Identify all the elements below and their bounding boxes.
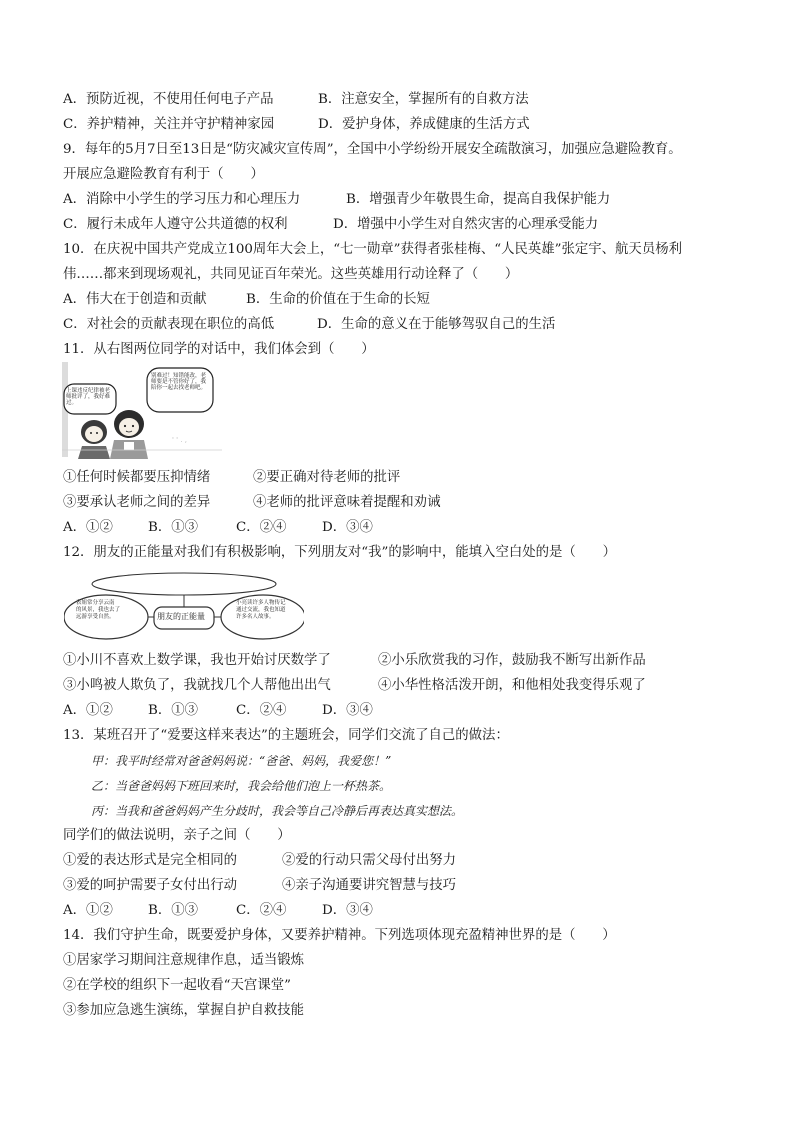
q14-item-2: ②在学校的组织下一起收看“天宫课堂” (63, 978, 291, 993)
q12-stem: 12．朋友的正能量对我们有积极影响，下列朋友对“我”的影响中，能填入空白处的是（ ） (63, 545, 616, 560)
q11-item-4: ④老师的批评意味着提醒和劝诫 (253, 495, 441, 510)
q13-item-4: ④亲子沟通要讲究智慧与技巧 (282, 878, 457, 893)
right-box-line3: 许多名人故事。 (236, 614, 275, 620)
q11-item-3: ③要承认老师之间的差异 (63, 495, 211, 510)
q11-option-b: B．①③ (148, 520, 199, 535)
q11-option-a: A．①② (63, 520, 113, 535)
cartoon-right-speech-text: 别难过！知错能改，老师要是不管你好了，我陪你一起去找老师吧。 (151, 373, 207, 391)
q13-statement-bing: 丙：当我和爸爸妈妈产生分歧时，我会等自己冷静后再表达真实想法。 (91, 804, 464, 818)
q13-item-3: ③爱的呵护需要子女付出行动 (63, 878, 238, 893)
right-box-line2: 通过交流，我也知道 (236, 607, 286, 613)
q9-option-d: D．增强中小学生对自然灾害的心理承受能力 (333, 217, 599, 232)
q13-statement-jia: 甲：我平时经常对爸爸妈妈说：“爸爸、妈妈，我爱您！” (91, 754, 392, 768)
q13-option-c: C．②④ (236, 903, 287, 918)
q13-option-a: A．①② (63, 903, 113, 918)
q12-option-b: B．①③ (148, 703, 199, 718)
center-label: 朋友的正能量 (157, 612, 205, 621)
q12-item-4: ④小华性格活泼开朗，和他相处我变得乐观了 (378, 678, 646, 693)
left-box-line1: 表姐常分享云南 (76, 600, 115, 606)
q13-item-1: ①爱的表达形式是完全相同的 (63, 853, 238, 868)
right-box-line1: 小亮读许多人物传记 (236, 600, 286, 606)
blank-oval (92, 573, 276, 595)
q10-stem-line2: 伟……都来到现场观礼，共同见证百年荣光。这些英雄用行动诠释了（ ） (63, 267, 519, 282)
q10-stem-line1: 10．在庆祝中国共产党成立100周年大会上，“七一勋章”获得者张桂梅、“人民英雄”张定宇、航天员杨利 (63, 242, 682, 257)
q10-option-d: D．生命的意义在于能够驾驭自己的生活 (317, 317, 556, 332)
q14-stem: 14．我们守护生命，既要爱护身体，又要养护精神。下列选项体现充盈精神世界的是（ ） (63, 928, 616, 943)
q11-item-2: ②要正确对待老师的批评 (253, 470, 401, 485)
q12-item-2: ②小乐欣赏我的习作，鼓励我不断写出新作品 (378, 653, 646, 668)
left-box-line2: 的风景，我也去了 (76, 607, 121, 613)
q9-option-b: B．增强青少年敬畏生命，提高自我保护能力 (346, 192, 611, 207)
q9-stem-line1: 9．每年的5月7日至13日是“防灾减灾宣传周”，全国中小学纷纷开展安全疏散演习，加强应急避险教育。 (63, 142, 682, 157)
q13-stem: 13．某班召开了“爱要这样来表达”的主题班会，同学们交流了自己的做法： (63, 728, 509, 743)
q13-option-d: D．③④ (322, 903, 373, 918)
left-box-line3: 远游享受自然。 (76, 614, 115, 620)
q14-item-1: ①居家学习期间注意规律作息，适当锻炼 (63, 953, 305, 968)
q12-item-1: ①小川不喜欢上数学课，我也开始讨厌数学了 (63, 653, 331, 668)
q10-option-c: C．对社会的贡献表现在职位的高低 (63, 317, 275, 332)
q8-option-b: B．注意安全，掌握所有的自救方法 (318, 92, 529, 107)
q8-option-d: D．爱护身体，养成健康的生活方式 (318, 117, 530, 132)
q9-option-c: C．履行未成年人遵守公共道德的权利 (63, 217, 288, 232)
q11-option-d: D．③④ (322, 520, 373, 535)
q13-option-b: B．①③ (148, 903, 199, 918)
q12-option-d: D．③④ (322, 703, 373, 718)
q10-option-a: A．伟大在于创造和贡献 (63, 292, 207, 307)
q11-item-1: ①任何时候都要压抑情绪 (63, 470, 211, 485)
q14-item-3: ③参加应急逃生演练，掌握自护自救技能 (63, 1003, 305, 1018)
q8-option-a: A．预防近视，不使用任何电子产品 (63, 92, 274, 107)
q9-stem-line2: 开展应急避险教育有利于（ ） (63, 167, 264, 182)
q11-option-c: C．②④ (236, 520, 287, 535)
q13-stem2: 同学们的做法说明，亲子之间（ ） (63, 828, 291, 843)
q12-item-3: ③小鸣被人欺负了，我就找几个人帮他出出气 (63, 678, 331, 693)
q13-item-2: ②爱的行动只需父母付出努力 (282, 853, 457, 868)
q10-option-b: B．生命的价值在于生命的长短 (246, 292, 430, 307)
q13-statement-yi: 乙：当爸爸妈妈下班回来时，我会给他们泡上一杯热茶。 (91, 779, 392, 793)
cartoon-left-speech-text: 上课违反纪律被老师批评了，我好难过。 (66, 388, 111, 406)
q12-option-a: A．①② (63, 703, 113, 718)
q8-option-c: C．养护精神，关注并守护精神家园 (63, 117, 275, 132)
svg-text:' ' . ,: ' ' . , (172, 436, 187, 444)
q12-option-c: C．②④ (236, 703, 287, 718)
q9-option-a: A．消除中小学生的学习压力和心理压力 (63, 192, 301, 207)
q11-stem: 11．从右图两位同学的对话中，我们体会到（ ） (63, 342, 375, 357)
